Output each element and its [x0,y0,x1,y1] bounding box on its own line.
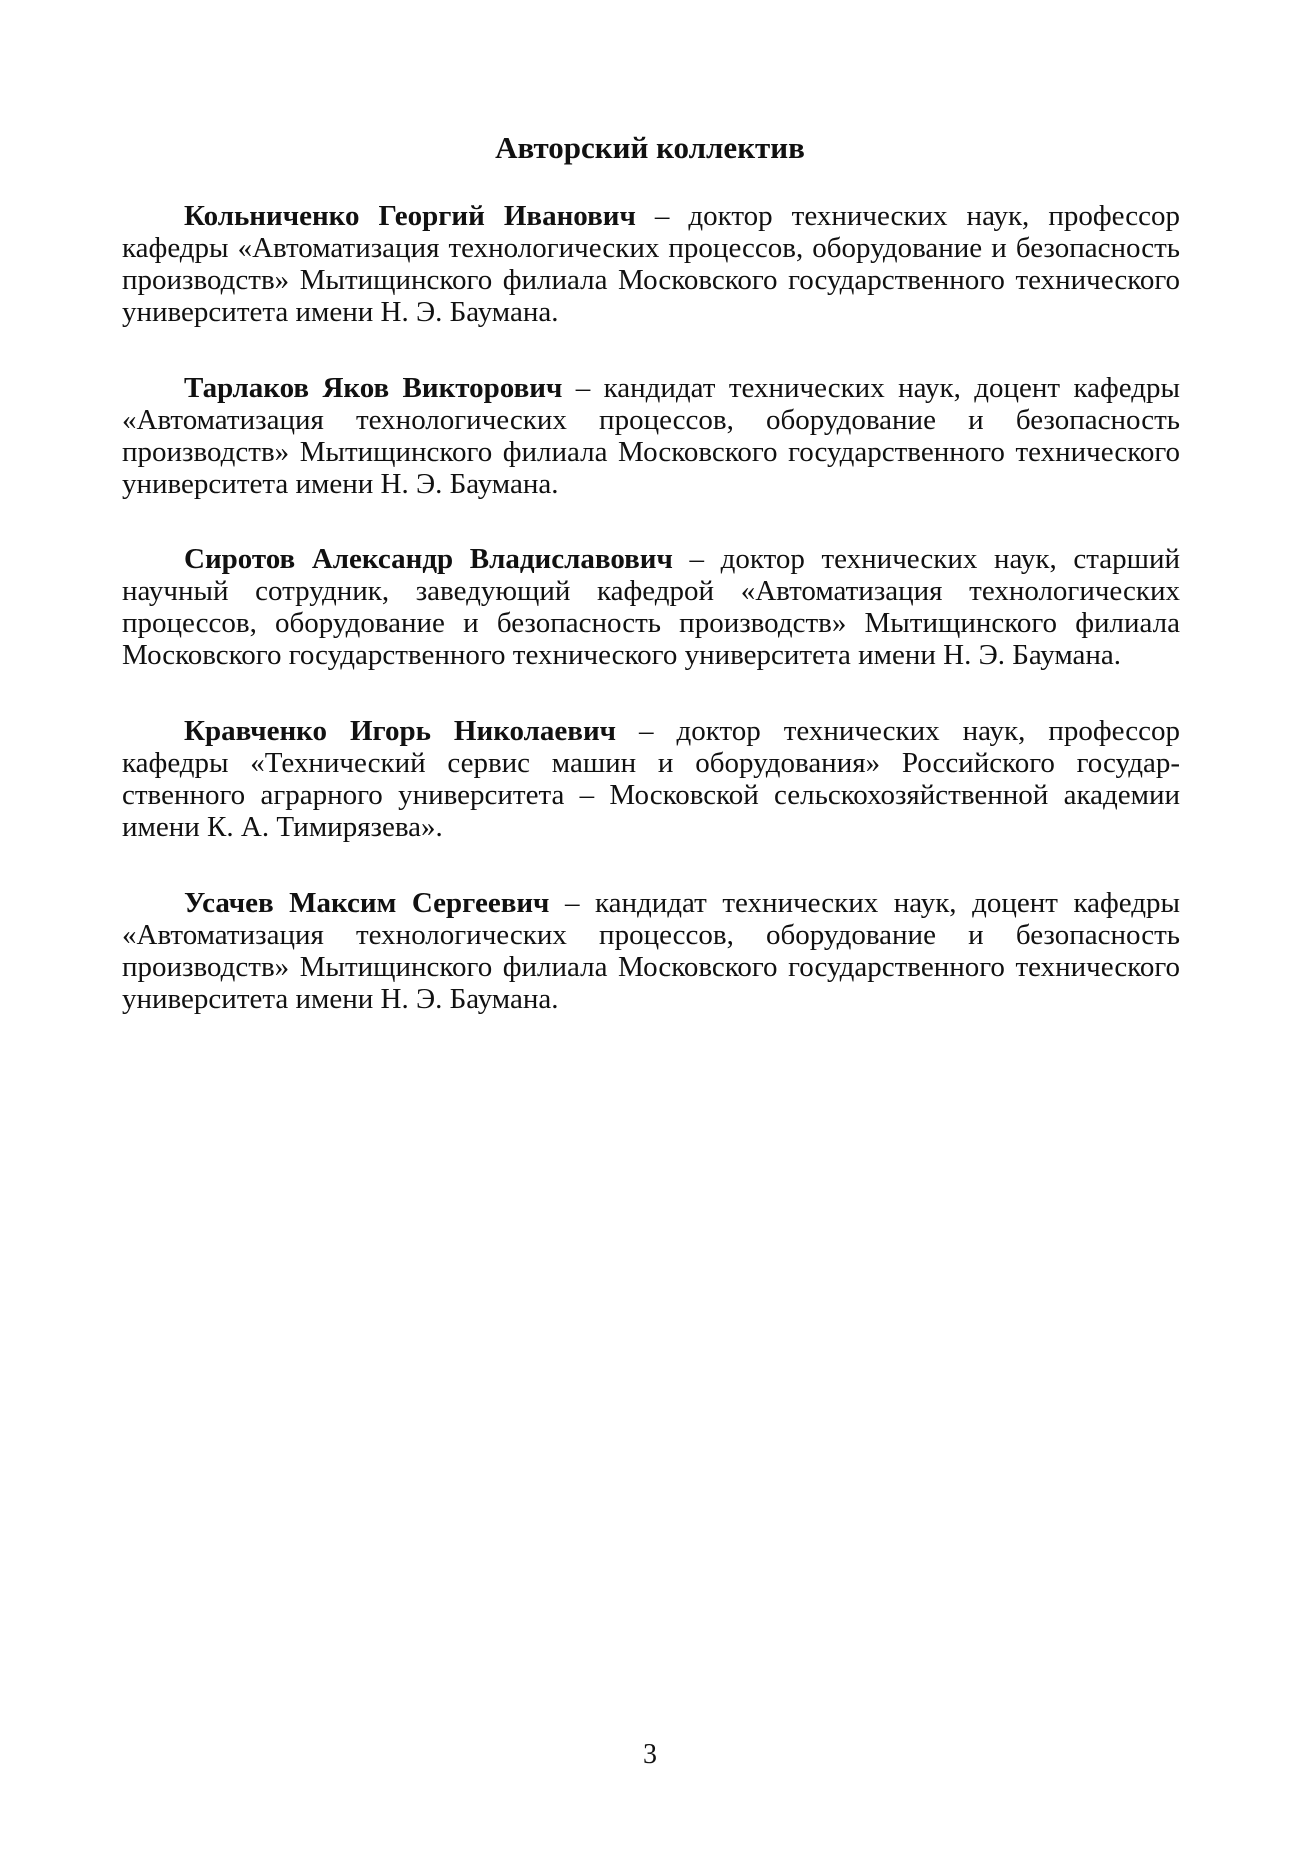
author-description: – кандидат технических наук, доцент кафедры «Автоматизация технологических процессов, оборудование и безопасность производств» Мытищинского филиала Московского государственного технического университета имени Н. Э. Баумана. [122,372,1180,500]
author-entry [122,200,1180,328]
page-number: 3 [643,1739,657,1770]
author-entry [122,887,1180,1015]
author-description: – доктор технических наук, профессор кафедры «Технический сервис машин и оборудования» Российского государственного аграрного университета – Московской сельскохозяйственной академии имени К. А. Тимирязева». [122,715,1180,843]
author-entry [122,715,1180,843]
author-entry [122,372,1180,500]
author-name: Сиротов Александр Владиславович [184,543,673,575]
author-entry [122,543,1180,671]
author-description: – доктор технических наук, старший научный сотрудник, заведующий кафедрой «Автоматизация технологических процессов, оборудование и безопасность производств» Мытищинского филиала Московского государственного технического университета имени Н. Э. Баумана. [122,543,1180,671]
page-title: Авторский коллектив [495,130,805,165]
author-name: Кольниченко Георгий Иванович [184,200,636,232]
author-description: – кандидат технических наук, доцент кафедры «Автоматизация технологических процессов, оборудование и безопасность производств» Мытищинского филиала Московского государственного технического университета имени Н. Э. Баумана. [122,887,1180,1015]
author-name: Усачев Максим Сергеевич [184,887,550,919]
author-name: Кравченко Игорь Николаевич [184,715,617,747]
author-description: – доктор технических наук, профессор кафедры «Автоматизация технологических процессов, оборудование и безопасность производств» Мытищинского филиала Московского государственного технического университета имени Н. Э. Баумана. [122,200,1180,328]
author-name: Тарлаков Яков Викторович [184,372,563,404]
